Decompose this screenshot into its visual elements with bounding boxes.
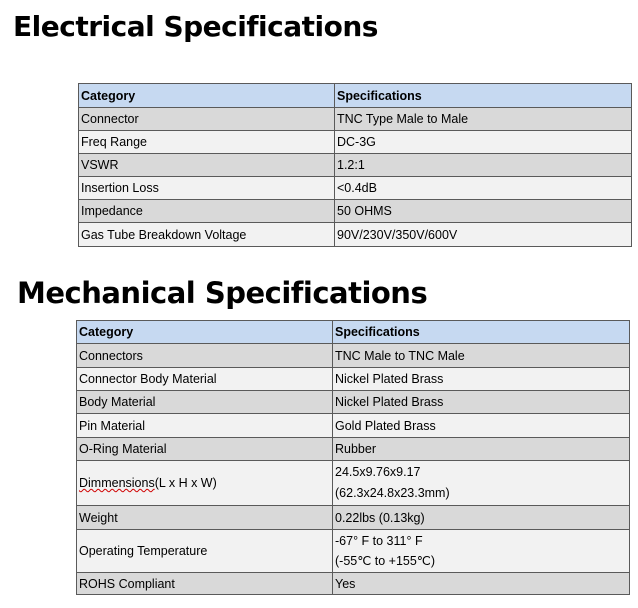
table-header-row <box>79 84 632 108</box>
table-row <box>77 438 630 461</box>
header-category: Category <box>79 84 335 108</box>
category-cell: Connectors <box>77 344 333 368</box>
category-cell: Gas Tube Breakdown Voltage <box>79 223 335 247</box>
category-cell <box>77 461 333 506</box>
spec-cell: Rubber <box>333 438 630 461</box>
spec-cell: TNC Type Male to Male <box>335 108 632 131</box>
header-specifications: Specifications <box>335 84 632 108</box>
spec-cell: DC-3G <box>335 131 632 154</box>
header-specifications: Specifications <box>333 321 630 344</box>
table-row <box>79 108 632 131</box>
category-cell: Connector Body Material <box>77 368 333 391</box>
mechanical-specifications-title: Mechanical Specifications <box>17 276 428 310</box>
category-cell: Weight <box>77 506 333 530</box>
table-row <box>77 344 630 368</box>
spec-line: 24.5x9.76x9.17 <box>335 465 421 479</box>
table-row <box>77 461 630 506</box>
category-cell: Pin Material <box>77 414 333 438</box>
table-row <box>77 506 630 530</box>
spec-line: -67° F to 311° F <box>335 534 423 548</box>
spec-cell: Nickel Plated Brass <box>333 391 630 414</box>
spec-cell: 0.22lbs (0.13kg) <box>333 506 630 530</box>
table-row <box>77 573 630 595</box>
electrical-specifications-title: Electrical Specifications <box>13 10 378 43</box>
header-category: Category <box>77 321 333 344</box>
category-cell: O-Ring Material <box>77 438 333 461</box>
category-cell: Body Material <box>77 391 333 414</box>
spec-cell <box>333 530 630 573</box>
category-cell: Impedance <box>79 200 335 223</box>
table-row <box>79 131 632 154</box>
table-row <box>77 368 630 391</box>
table-row <box>77 530 630 573</box>
category-cell: Operating Temperature <box>77 530 333 573</box>
spec-cell: TNC Male to TNC Male <box>333 344 630 368</box>
category-cell: VSWR <box>79 154 335 177</box>
category-dimensions-suffix: (L x H x W) <box>154 476 217 490</box>
spec-cell: 50 OHMS <box>335 200 632 223</box>
table-row <box>79 154 632 177</box>
table-row <box>79 200 632 223</box>
spec-cell: Yes <box>333 573 630 595</box>
spec-cell: <0.4dB <box>335 177 632 200</box>
table-row <box>79 177 632 200</box>
category-cell: Connector <box>79 108 335 131</box>
mechanical-specifications-table <box>76 320 630 595</box>
spec-cell: 1.2:1 <box>335 154 632 177</box>
spec-cell: Gold Plated Brass <box>333 414 630 438</box>
spec-line: (62.3x24.8x23.3mm) <box>335 486 450 500</box>
electrical-specifications-table <box>78 83 632 247</box>
category-cell: ROHS Compliant <box>77 573 333 595</box>
table-row <box>77 414 630 438</box>
category-cell: Freq Range <box>79 131 335 154</box>
table-row <box>79 223 632 247</box>
spec-line: (-55℃ to +155℃) <box>335 554 435 568</box>
spec-cell <box>333 461 630 506</box>
category-text: Dimmensions <box>79 476 155 490</box>
spec-cell: 90V/230V/350V/600V <box>335 223 632 247</box>
table-header-row <box>77 321 630 344</box>
category-cell: Insertion Loss <box>79 177 335 200</box>
table-row <box>77 391 630 414</box>
spec-cell: Nickel Plated Brass <box>333 368 630 391</box>
